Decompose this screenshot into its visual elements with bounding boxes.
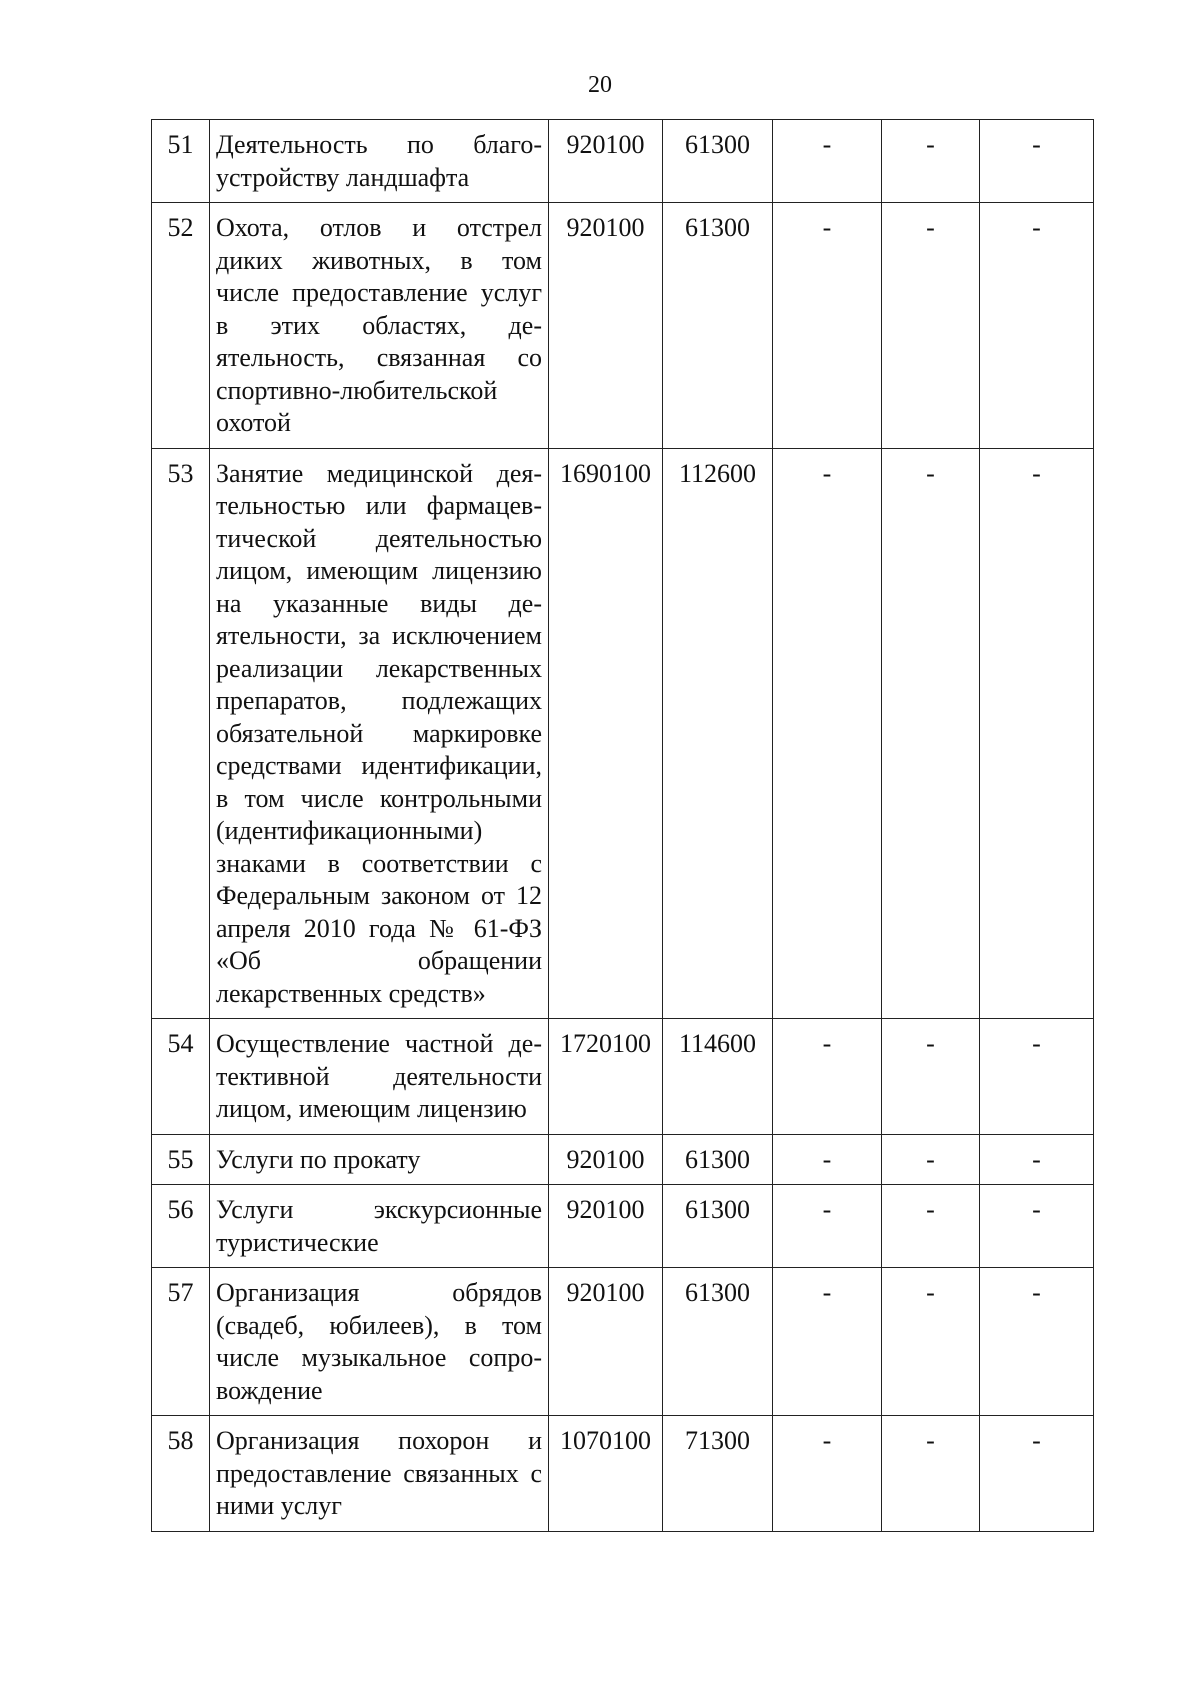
- empty-value-cell: -: [980, 448, 1094, 1019]
- activity-description: Организация обрядов (свадеб, юбилеев), в том числе музыкальное сопровождение: [210, 1268, 549, 1416]
- amount-cell: 920100: [549, 1134, 663, 1185]
- empty-value-cell: -: [773, 203, 882, 449]
- amount-cell: 1690100: [549, 448, 663, 1019]
- activity-description: Услуги экскурсионные туристические: [210, 1185, 549, 1268]
- row-number: 52: [152, 203, 210, 449]
- activity-description: Деятельность по благоустройству ландшафта: [210, 120, 549, 203]
- amount-cell: 114600: [663, 1019, 773, 1135]
- amount-cell: 71300: [663, 1416, 773, 1532]
- table-row: [152, 1019, 1094, 1135]
- row-number: 58: [152, 1416, 210, 1532]
- table-row: [152, 203, 1094, 449]
- empty-value-cell: -: [980, 120, 1094, 203]
- amount-cell: 61300: [663, 120, 773, 203]
- amount-cell: 112600: [663, 448, 773, 1019]
- empty-value-cell: -: [882, 1185, 980, 1268]
- table-row: [152, 1134, 1094, 1185]
- empty-value-cell: -: [980, 1185, 1094, 1268]
- empty-value-cell: -: [882, 448, 980, 1019]
- empty-value-cell: -: [882, 120, 980, 203]
- empty-value-cell: -: [882, 1416, 980, 1532]
- empty-value-cell: -: [773, 448, 882, 1019]
- amount-cell: 920100: [549, 120, 663, 203]
- empty-value-cell: -: [980, 1134, 1094, 1185]
- table-row: [152, 448, 1094, 1019]
- table-row: [152, 1185, 1094, 1268]
- empty-value-cell: -: [773, 1134, 882, 1185]
- amount-cell: 1720100: [549, 1019, 663, 1135]
- row-number: 53: [152, 448, 210, 1019]
- amount-cell: 61300: [663, 1268, 773, 1416]
- amount-cell: 920100: [549, 1185, 663, 1268]
- table-row: [152, 1268, 1094, 1416]
- amount-cell: 61300: [663, 203, 773, 449]
- empty-value-cell: -: [773, 1185, 882, 1268]
- tax-rates-table: [151, 119, 1094, 1532]
- empty-value-cell: -: [773, 1416, 882, 1532]
- activity-description: Охота, отлов и отстрел диких животных, в том числе предоставление услуг в этих областях, деятельность, связанная со спортивно-любительской охотой: [210, 203, 549, 449]
- row-number: 51: [152, 120, 210, 203]
- table-row: [152, 120, 1094, 203]
- empty-value-cell: -: [980, 203, 1094, 449]
- amount-cell: 920100: [549, 1268, 663, 1416]
- empty-value-cell: -: [882, 1134, 980, 1185]
- empty-value-cell: -: [882, 1019, 980, 1135]
- activity-description: Занятие медицинской деятельностью или фармацевтической деятельностью лицом, имеющим лицензию на указанные виды деятельности, за исключением реализации лекарственных препаратов, подлежащих обязательной маркировке средствами идентификации, в том числе контрольными (идентификационными) знаками в соответствии с Федеральным законом от 12 апреля 2010 года № 61-ФЗ «Об обращении лекарственных средств»: [210, 448, 549, 1019]
- amount-cell: 61300: [663, 1134, 773, 1185]
- empty-value-cell: -: [882, 203, 980, 449]
- page-number: 20: [588, 72, 612, 98]
- row-number: 57: [152, 1268, 210, 1416]
- amount-cell: 920100: [549, 203, 663, 449]
- empty-value-cell: -: [980, 1416, 1094, 1532]
- empty-value-cell: -: [882, 1268, 980, 1416]
- activity-description: Услуги по прокату: [210, 1134, 549, 1185]
- row-number: 54: [152, 1019, 210, 1135]
- empty-value-cell: -: [773, 1019, 882, 1135]
- empty-value-cell: -: [980, 1268, 1094, 1416]
- table-row: [152, 1416, 1094, 1532]
- empty-value-cell: -: [980, 1019, 1094, 1135]
- activity-description: Осуществление частной детективной деятельности лицом, имеющим лицензию: [210, 1019, 549, 1135]
- amount-cell: 61300: [663, 1185, 773, 1268]
- row-number: 55: [152, 1134, 210, 1185]
- amount-cell: 1070100: [549, 1416, 663, 1532]
- row-number: 56: [152, 1185, 210, 1268]
- activity-description: Организация похорон и предоставление связанных с ними услуг: [210, 1416, 549, 1532]
- empty-value-cell: -: [773, 120, 882, 203]
- empty-value-cell: -: [773, 1268, 882, 1416]
